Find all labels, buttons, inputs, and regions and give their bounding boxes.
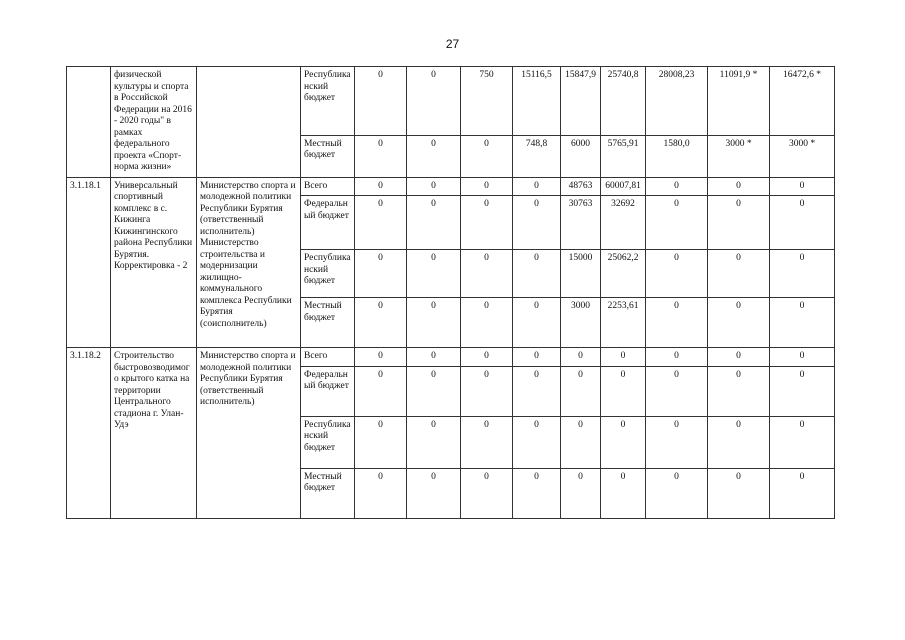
value-cell: 0: [461, 196, 513, 250]
value-cell: 0: [461, 416, 513, 468]
value-cell: 25062,2: [601, 250, 646, 298]
value-cell: 0: [407, 250, 461, 298]
value-cell: 32692: [601, 196, 646, 250]
value-cell: 0: [601, 366, 646, 416]
value-cell: 0: [601, 348, 646, 367]
value-cell: 0: [708, 348, 770, 367]
value-cell: 0: [355, 366, 407, 416]
item-executor: [197, 67, 301, 178]
value-cell: 60007,81: [601, 177, 646, 196]
value-cell: 0: [513, 177, 561, 196]
value-cell: 0: [461, 366, 513, 416]
value-cell: 0: [646, 468, 708, 518]
value-cell: 0: [708, 177, 770, 196]
funding-source: Республиканский бюджет: [301, 416, 355, 468]
table-body: [67, 67, 835, 519]
value-cell: 48763: [561, 177, 601, 196]
value-cell: 0: [646, 298, 708, 348]
value-cell: 0: [708, 468, 770, 518]
funding-source: Федеральный бюджет: [301, 366, 355, 416]
value-cell: 2253,61: [601, 298, 646, 348]
value-cell: 0: [513, 366, 561, 416]
item-name: Строительство быстровозводимого крытого катка на территории Центрального стадиона г. Улан-Удэ: [111, 348, 197, 519]
value-cell: 0: [513, 250, 561, 298]
value-cell: 0: [355, 177, 407, 196]
table-row: [67, 67, 835, 136]
value-cell: 1580,0: [646, 135, 708, 177]
value-cell: 0: [513, 416, 561, 468]
value-cell: 0: [770, 177, 835, 196]
value-cell: 0: [770, 298, 835, 348]
budget-table: [66, 66, 835, 519]
value-cell: 0: [708, 250, 770, 298]
value-cell: 0: [513, 348, 561, 367]
value-cell: 0: [407, 196, 461, 250]
value-cell: 0: [708, 298, 770, 348]
value-cell: 30763: [561, 196, 601, 250]
value-cell: 5765,91: [601, 135, 646, 177]
value-cell: 0: [355, 298, 407, 348]
funding-source: Местный бюджет: [301, 468, 355, 518]
value-cell: 0: [561, 366, 601, 416]
value-cell: 0: [461, 468, 513, 518]
value-cell: 750: [461, 67, 513, 136]
value-cell: 0: [770, 416, 835, 468]
value-cell: 0: [461, 177, 513, 196]
value-cell: 0: [461, 298, 513, 348]
value-cell: 0: [601, 468, 646, 518]
item-code: 3.1.18.2: [67, 348, 111, 519]
value-cell: 0: [513, 298, 561, 348]
item-name: физической культуры и спорта в Российской Федерации на 2016 - 2020 годы" в рамках федерального проекта «Спорт-норма жизни»: [111, 67, 197, 178]
table-row: [67, 348, 835, 367]
value-cell: 0: [407, 468, 461, 518]
value-cell: 0: [770, 366, 835, 416]
item-executor: Министерство спорта и молодежной политики Республики Бурятия (ответственный исполнитель) Министерство строительства и модернизации жилищно-коммунального комплекса Республики Бурятия (соисполнитель): [197, 177, 301, 348]
value-cell: 0: [708, 366, 770, 416]
funding-source: Республиканский бюджет: [301, 250, 355, 298]
value-cell: 0: [601, 416, 646, 468]
value-cell: 0: [770, 250, 835, 298]
value-cell: 3000 *: [708, 135, 770, 177]
value-cell: 0: [407, 416, 461, 468]
value-cell: 15116,5: [513, 67, 561, 136]
value-cell: 0: [407, 135, 461, 177]
value-cell: 0: [407, 298, 461, 348]
item-name: Универсальный спортивный комплекс в с. Кижинга Кижингинского района Республики Бурятия. Корректировка - 2: [111, 177, 197, 348]
value-cell: 11091,9 *: [708, 67, 770, 136]
value-cell: 0: [355, 348, 407, 367]
value-cell: 0: [355, 196, 407, 250]
value-cell: 15847,9: [561, 67, 601, 136]
value-cell: 0: [646, 196, 708, 250]
table-row: [67, 177, 835, 196]
value-cell: 25740,8: [601, 67, 646, 136]
value-cell: 0: [561, 348, 601, 367]
value-cell: 28008,23: [646, 67, 708, 136]
value-cell: 0: [407, 67, 461, 136]
value-cell: 3000 *: [770, 135, 835, 177]
funding-source: Федеральный бюджет: [301, 196, 355, 250]
funding-source: Республиканский бюджет: [301, 67, 355, 136]
value-cell: 15000: [561, 250, 601, 298]
value-cell: 0: [461, 135, 513, 177]
value-cell: 0: [355, 67, 407, 136]
value-cell: 3000: [561, 298, 601, 348]
value-cell: 0: [407, 177, 461, 196]
funding-source: Местный бюджет: [301, 135, 355, 177]
value-cell: 0: [646, 366, 708, 416]
value-cell: 0: [646, 416, 708, 468]
value-cell: 0: [461, 348, 513, 367]
value-cell: 0: [513, 468, 561, 518]
page-number: 27: [445, 37, 460, 51]
value-cell: 6000: [561, 135, 601, 177]
value-cell: 0: [708, 196, 770, 250]
value-cell: 0: [355, 250, 407, 298]
value-cell: 0: [355, 416, 407, 468]
value-cell: 0: [646, 348, 708, 367]
value-cell: 0: [561, 416, 601, 468]
value-cell: 748,8: [513, 135, 561, 177]
value-cell: 0: [355, 468, 407, 518]
funding-source: Всего: [301, 348, 355, 367]
value-cell: 0: [770, 468, 835, 518]
value-cell: 0: [646, 177, 708, 196]
item-executor: Министерство спорта и молодежной политики Республики Бурятия (ответственный исполнитель): [197, 348, 301, 519]
item-code: [67, 67, 111, 178]
funding-source: Всего: [301, 177, 355, 196]
value-cell: 0: [513, 196, 561, 250]
value-cell: 0: [407, 348, 461, 367]
value-cell: 0: [461, 250, 513, 298]
value-cell: 0: [708, 416, 770, 468]
value-cell: 16472,6 *: [770, 67, 835, 136]
value-cell: 0: [646, 250, 708, 298]
value-cell: 0: [355, 135, 407, 177]
value-cell: 0: [561, 468, 601, 518]
value-cell: 0: [770, 348, 835, 367]
value-cell: 0: [770, 196, 835, 250]
value-cell: 0: [407, 366, 461, 416]
item-code: 3.1.18.1: [67, 177, 111, 348]
funding-source: Местный бюджет: [301, 298, 355, 348]
